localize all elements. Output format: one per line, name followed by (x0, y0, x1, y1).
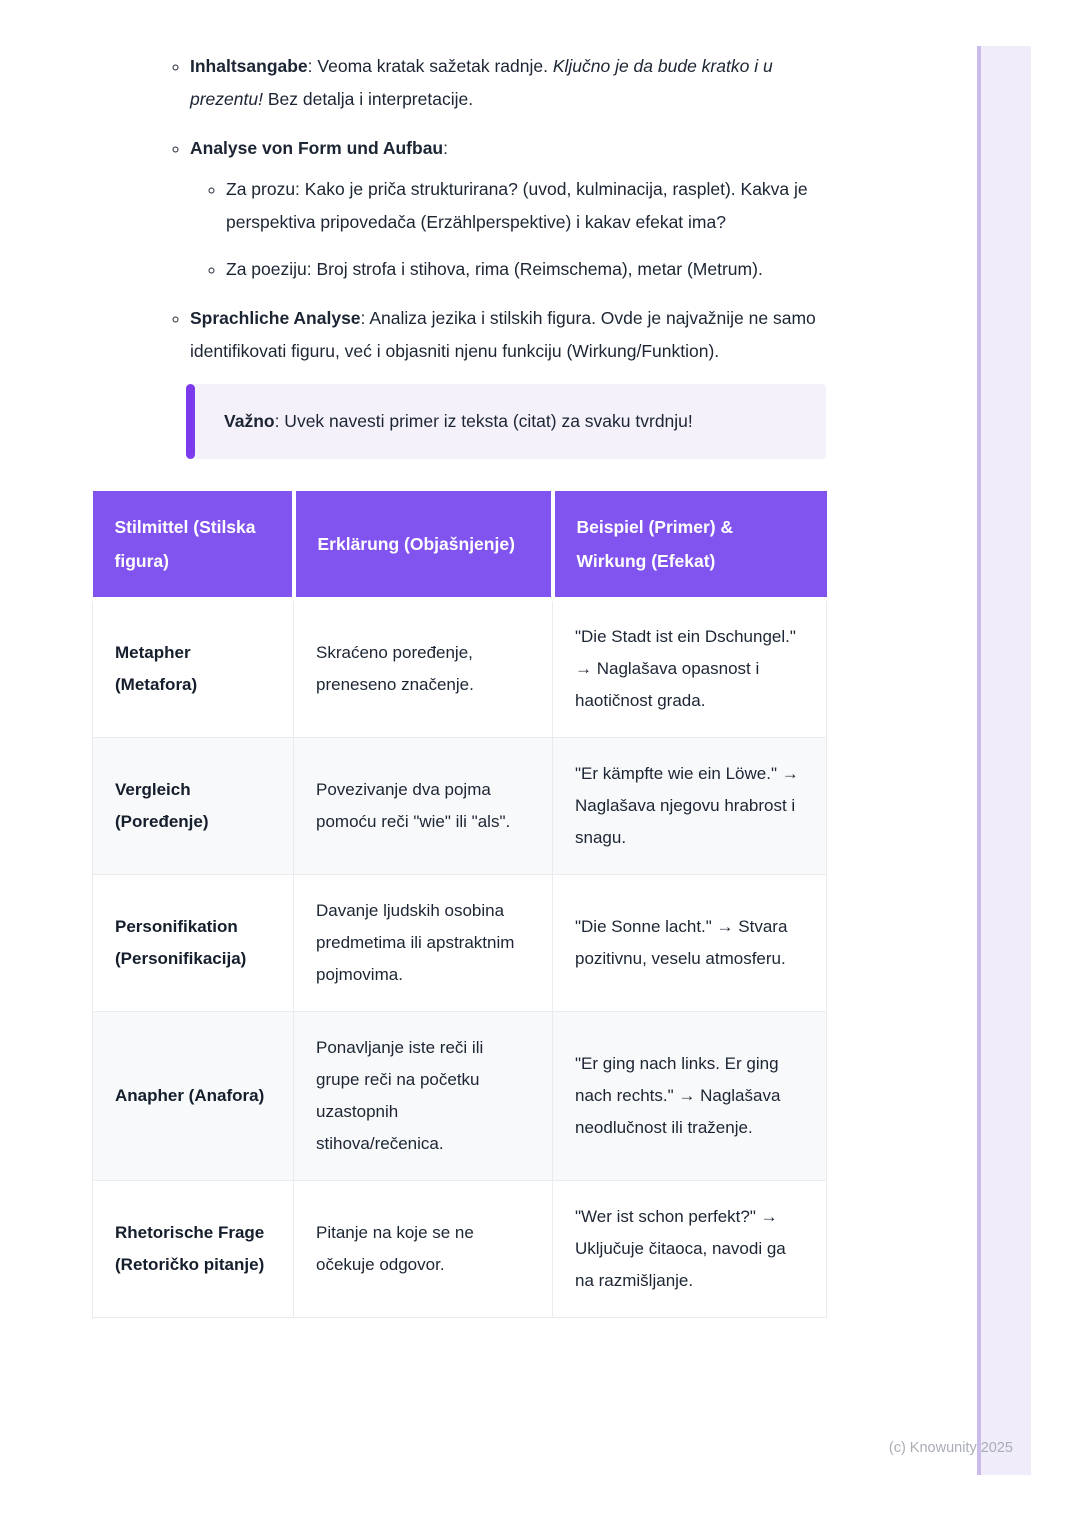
table-row-vergleich (93, 738, 827, 875)
callout-text: : Uvek navesti primer iz teksta (citat) za svaku tvrdnju! (274, 411, 693, 431)
device-name-cell: Vergleich (Poređenje) (93, 738, 294, 875)
device-name-cell: Anapher (Anafora) (93, 1012, 294, 1181)
sprachliche-analyse-text: Analiza jezika i stilskih figura. Ovde je najvažnije ne samo identifikovati figuru, već i objasniti njenu funkciju (Wirkung/Funktion). (190, 308, 816, 361)
list-item-sprachliche-analyse (190, 302, 826, 368)
callout-term: Važno (224, 411, 275, 431)
explanation-cell: Ponavljanje iste reči ili grupe reči na početku uzastopnih stihova/rečenica. (294, 1012, 553, 1181)
explanation-cell: Skraćeno poređenje, preneseno značenje. (294, 599, 553, 738)
device-name-cell: Rhetorische Frage (Retoričko pitanje) (93, 1181, 294, 1318)
important-callout (186, 384, 826, 459)
example-cell: "Die Stadt ist ein Dschungel." → Naglašava opasnost i haotičnost grada. (553, 599, 827, 738)
header-cell-stilmittel: Stilmittel (Stilska figura) (93, 491, 294, 599)
inhaltsangabe-text: Veoma kratak sažetak radnje. (317, 56, 553, 76)
header-cell-erklaerung: Erklärung (Objašnjenje) (294, 491, 553, 599)
explanation-cell: Pitanje na koje se ne očekuje odgovor. (294, 1181, 553, 1318)
term-separator: : (360, 308, 370, 328)
example-cell: "Er ging nach links. Er ging nach rechts." → Naglašava neodlučnost ili traženje. (553, 1012, 827, 1181)
term-separator: : (307, 56, 318, 76)
device-name-cell: Metapher (Metafora) (93, 599, 294, 738)
list-item-analyse-form-aufbau (190, 132, 826, 286)
copyright-watermark: (c) Knowunity 2025 (888, 1440, 1013, 1456)
study-notes-list (92, 50, 826, 368)
explanation-cell: Povezivanje dva pojma pomoću reči "wie" ili "als". (294, 738, 553, 875)
callout-accent-bar (186, 384, 195, 459)
list-item-inhaltsangabe (190, 50, 826, 116)
table-row-rhetorische-frage (93, 1181, 827, 1318)
list-item-za-poeziju: ◦ Za poeziju: Broj strofa i stihova, rima (Reimschema), metar (Metrum). (226, 253, 822, 286)
example-cell: "Die Sonne lacht." → Stvara pozitivnu, veselu atmosferu. (553, 875, 827, 1012)
stylistic-devices-table (92, 491, 827, 1318)
term-analyse-form-aufbau: Analyse von Form und Aufbau (190, 138, 444, 158)
table-row-personifikation (93, 875, 827, 1012)
inhaltsangabe-italic-note: Ključno je da bude kratko i u prezentu! (190, 56, 773, 109)
table-row-metapher (93, 599, 827, 738)
form-aufbau-sublist (190, 173, 822, 286)
device-name-cell: Personifikation (Personifikacija) (93, 875, 294, 1012)
page-edge-strip (977, 46, 1031, 1475)
term-sprachliche-analyse: Sprachliche Analyse (190, 308, 361, 328)
term-inhaltsangabe: Inhaltsangabe (190, 56, 308, 76)
example-cell: "Wer ist schon perfekt?" → Uključuje čitaoca, navodi ga na razmišljanje. (553, 1181, 827, 1318)
document-content (92, 50, 826, 1318)
term-separator: : (443, 138, 448, 158)
inhaltsangabe-text-end: Bez detalja i interpretacije. (262, 89, 474, 109)
table-row-anapher (93, 1012, 827, 1181)
list-item-za-prozu: ◦ Za prozu: Kako je priča strukturirana? (uvod, kulminacija, rasplet). Kakva je perspektiva pripovedača (Erzählperspektive) i kakav efekat ima? (226, 173, 822, 239)
header-cell-beispiel-wirkung: Beispiel (Primer) & Wirkung (Efekat) (553, 491, 827, 599)
example-cell: "Er kämpfte wie ein Löwe." → Naglašava njegovu hrabrost i snagu. (553, 738, 827, 875)
explanation-cell: Davanje ljudskih osobina predmetima ili apstraktnim pojmovima. (294, 875, 553, 1012)
table-header-row (93, 491, 827, 599)
